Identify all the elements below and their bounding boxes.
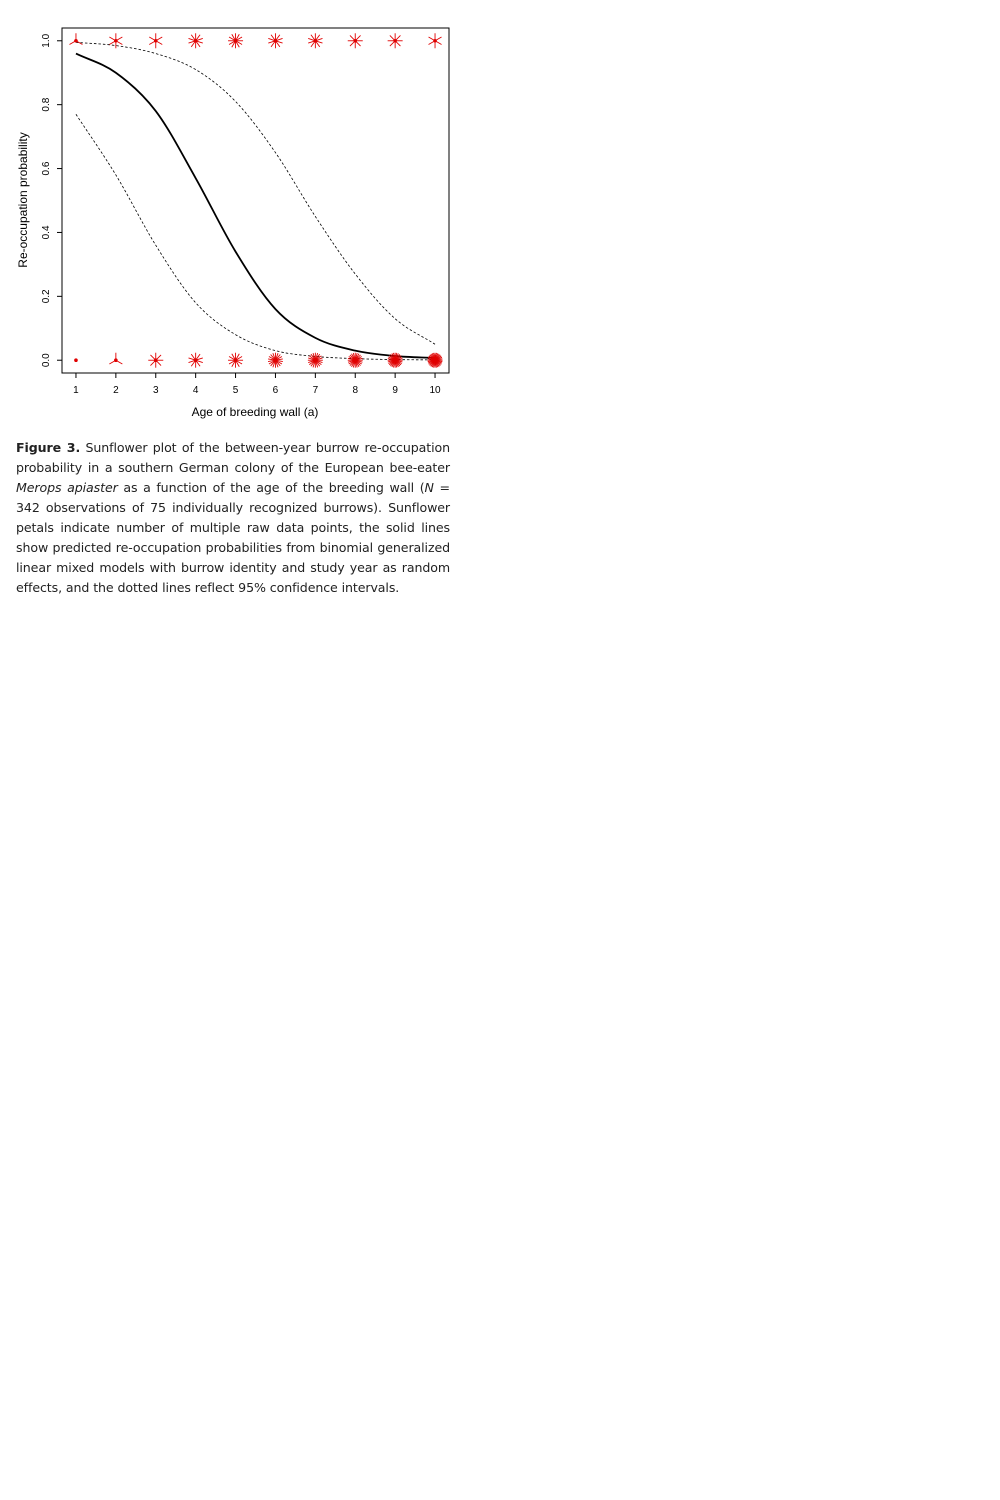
- sunflower-petal: [116, 37, 122, 41]
- x-tick-label: 5: [232, 385, 239, 396]
- sunflower-petal: [350, 41, 355, 46]
- y-tick-label: 0.2: [41, 289, 52, 304]
- plot-frame: [62, 28, 449, 373]
- sunflower-petal: [149, 41, 155, 45]
- x-tick-label: 3: [152, 385, 159, 396]
- predicted-probability-line: [76, 54, 435, 358]
- sunflower-point: [429, 33, 442, 48]
- x-tick-label: 10: [429, 385, 441, 396]
- x-axis-title: Age of breeding wall (a): [191, 405, 319, 419]
- prediction-lines: [76, 42, 435, 360]
- sunflower-petal: [149, 37, 155, 41]
- caption-text-2: as a function of the age of the breeding wall (: [117, 480, 425, 495]
- x-axis: [73, 373, 441, 396]
- x-tick-label: 9: [392, 385, 398, 396]
- sunflower-petal: [109, 41, 115, 45]
- sunflower-petal: [355, 41, 360, 46]
- sunflower-petal: [156, 360, 161, 365]
- y-tick-label: 0.8: [41, 97, 52, 112]
- sunflower-petal: [390, 41, 395, 46]
- sunflower-point: [228, 33, 243, 48]
- sunflower-petal: [429, 37, 435, 41]
- sunflower-petal: [69, 41, 75, 45]
- sunflower-petal: [390, 35, 395, 40]
- figure-3: [0, 0, 470, 419]
- sunflower-point: [148, 353, 163, 368]
- sunflower-point: [388, 33, 403, 48]
- sunflower-petal: [156, 37, 162, 41]
- sunflowers: [69, 33, 442, 367]
- sunflower-petal: [435, 37, 441, 41]
- sunflower-point: [109, 33, 122, 48]
- x-tick-label: 4: [192, 385, 199, 396]
- sunflower-petal: [156, 41, 162, 45]
- sunflower-petal: [350, 35, 355, 40]
- x-tick-label: 8: [352, 385, 359, 396]
- sunflower-plot: [0, 0, 470, 430]
- sunflower-point: [74, 358, 78, 362]
- sunflower-petal: [150, 355, 155, 360]
- sunflower-point: [428, 353, 443, 368]
- caption-text-1: Sunflower plot of the between-year burrow re-occupation probability in a southern German colony of the European bee-eater: [16, 440, 450, 475]
- sunflower-point: [348, 353, 363, 368]
- x-tick-label: 2: [113, 385, 119, 396]
- x-tick-label: 1: [73, 385, 79, 396]
- sunflower-point: [109, 353, 122, 364]
- sunflower-petal: [435, 41, 441, 45]
- sunflower-petal: [116, 360, 122, 364]
- sunflower-point: [308, 353, 323, 368]
- caption-text-3: = 342 observations of 75 individually recognized burrows). Sunflower petals indicate number of multiple raw data points, the solid lines show predicted re-occupation probabilities from binomial generalized linear mixed models with burrow identity and study year as random effects, and the dotted lines reflect 95% confidence intervals.: [16, 480, 450, 595]
- sunflower-petal: [156, 355, 161, 360]
- y-tick-label: 1.0: [41, 33, 52, 48]
- sunflower-petal: [116, 41, 122, 45]
- sunflower-point: [228, 353, 243, 368]
- sunflower-petal: [395, 35, 400, 40]
- sunflower-petal: [429, 41, 435, 45]
- x-tick-label: 7: [312, 385, 319, 396]
- sunflower-point: [149, 33, 162, 48]
- sunflower-point: [189, 353, 203, 368]
- sunflower-petal: [109, 360, 115, 364]
- sunflower-point: [348, 33, 363, 48]
- x-tick-label: 6: [272, 385, 279, 396]
- y-axis: [41, 33, 62, 367]
- sunflower-petal: [355, 35, 360, 40]
- caption-label: Figure 3.: [16, 440, 81, 455]
- sunflower-petal: [395, 41, 400, 46]
- sunflower-point: [189, 33, 203, 48]
- caption-n-symbol: N: [424, 480, 434, 495]
- sunflower-point: [268, 353, 283, 368]
- sunflower-petal: [150, 360, 155, 365]
- confidence-interval-line: [76, 114, 435, 360]
- figure-caption: [16, 438, 450, 598]
- sunflower-petal: [109, 37, 115, 41]
- y-tick-label: 0.0: [41, 353, 52, 368]
- y-axis-title: Re-occupation probability: [16, 132, 30, 268]
- caption-species: Merops apiaster: [16, 480, 118, 495]
- sunflower-point: [268, 33, 282, 48]
- confidence-interval-line: [76, 42, 435, 344]
- y-tick-label: 0.4: [41, 225, 52, 240]
- sunflower-point: [308, 33, 322, 48]
- y-tick-label: 0.6: [41, 161, 52, 176]
